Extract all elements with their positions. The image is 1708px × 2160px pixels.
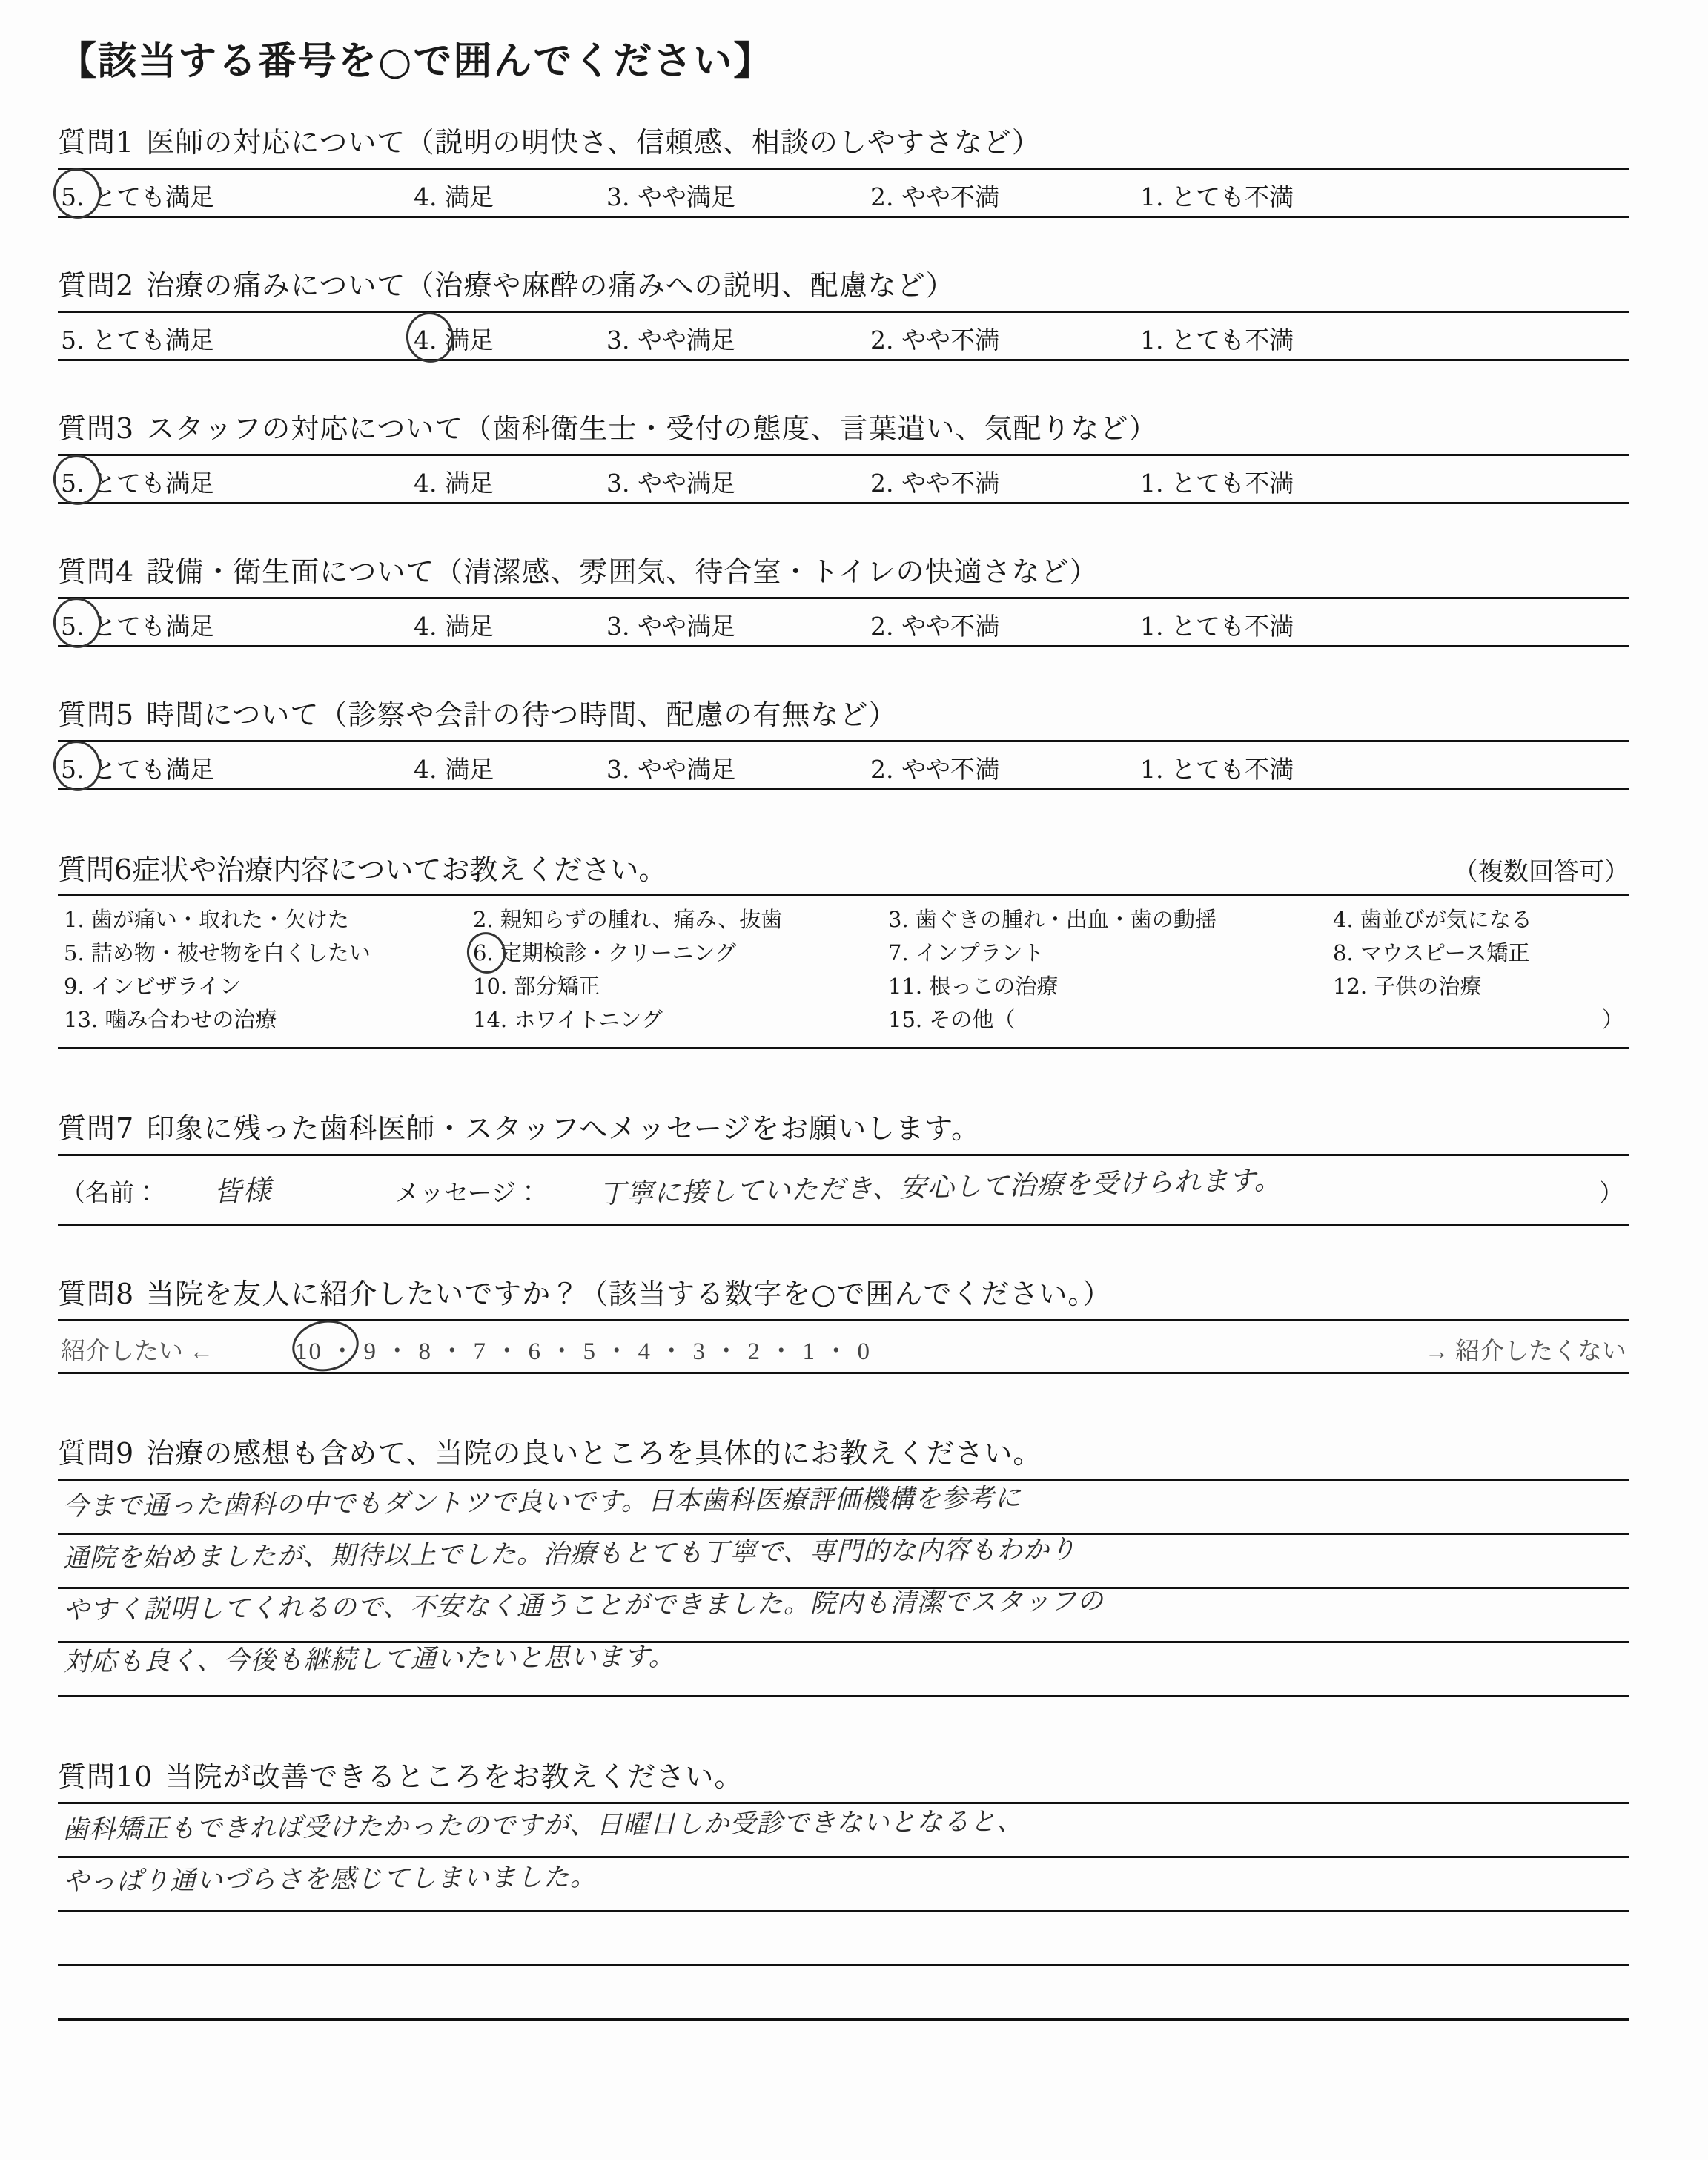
question-8-title bbox=[58, 1271, 1629, 1312]
handwriting-line: 歯科矯正もできれば受けたかったのですが、日曜日しか受診できないとなると、 bbox=[62, 1806, 1024, 1845]
question-7-label: 質問7 bbox=[58, 1112, 135, 1145]
handwriting-line: 対応も良く、今後も継続して通いたいと思います。 bbox=[63, 1642, 675, 1677]
q6-option-8[interactable]: 8. マウスピース矯正 bbox=[1333, 939, 1530, 965]
question-block-8 bbox=[58, 1271, 1629, 1374]
question-block-9 bbox=[58, 1430, 1629, 1697]
question-block-4 bbox=[58, 549, 1629, 647]
q2-option-1[interactable]: 1. とても不満 bbox=[1140, 326, 1294, 354]
question-3-label: 質問3 bbox=[58, 412, 135, 445]
question-3-scale[interactable] bbox=[58, 454, 1629, 504]
question-6-options[interactable] bbox=[58, 894, 1629, 1049]
survey-sheet bbox=[58, 30, 1629, 2043]
q4-option-5[interactable]: 5. とても満足 bbox=[61, 612, 214, 641]
question-6-header bbox=[58, 847, 1629, 888]
q6-option-3[interactable]: 3. 歯ぐきの腫れ・出血・歯の動揺 bbox=[888, 907, 1217, 932]
q8-selected-circle-mark bbox=[288, 1315, 363, 1376]
q1-option-5[interactable]: 5. とても満足 bbox=[61, 182, 214, 211]
question-3-text: スタッフの対応について（歯科衛生士・受付の態度、言葉遣い、気配りなど） bbox=[146, 412, 1158, 445]
handwriting-line: やっぱり通いづらさを感じてしまいました。 bbox=[62, 1862, 598, 1897]
question-5-scale[interactable] bbox=[58, 740, 1629, 790]
question-9-label: 質問9 bbox=[58, 1436, 135, 1470]
q5-option-4[interactable]: 4. 満足 bbox=[414, 755, 494, 784]
q7-close-paren: ） bbox=[1599, 1178, 1623, 1207]
q6-option-5[interactable]: 5. 詰め物・被せ物を白くしたい bbox=[64, 939, 371, 965]
q6-option-12[interactable]: 12. 子供の治療 bbox=[1333, 973, 1482, 999]
q8-left-label: 紹介したい ← bbox=[61, 1338, 214, 1365]
question-2-label: 質問2 bbox=[58, 269, 135, 302]
question-7-title bbox=[58, 1106, 1629, 1146]
q3-option-5[interactable]: 5. とても満足 bbox=[61, 469, 214, 498]
q7-message-label: メッセージ： bbox=[395, 1178, 541, 1207]
q6-option-13[interactable]: 13. 噛み合わせの治療 bbox=[64, 1006, 277, 1032]
question-4-scale[interactable] bbox=[58, 597, 1629, 647]
question-8-label: 質問8 bbox=[58, 1277, 135, 1310]
question-9-title bbox=[58, 1430, 1629, 1471]
question-4-title bbox=[58, 549, 1629, 589]
q5-option-3[interactable]: 3. やや満足 bbox=[606, 755, 735, 784]
q1-option-3[interactable]: 3. やや満足 bbox=[606, 182, 735, 211]
q4-option-1[interactable]: 1. とても不満 bbox=[1140, 612, 1294, 641]
question-9-handwriting bbox=[62, 1467, 1621, 1688]
q5-option-1[interactable]: 1. とても不満 bbox=[1140, 755, 1294, 784]
question-7-text: 印象に残った歯科医師・スタッフへメッセージをお願いします。 bbox=[146, 1112, 981, 1145]
question-9-answer-area[interactable] bbox=[58, 1479, 1629, 1697]
question-4-label: 質問4 bbox=[58, 555, 135, 588]
q6-option-1[interactable]: 1. 歯が痛い・取れた・欠けた bbox=[64, 907, 349, 932]
question-6-text: 症状や治療内容についてお教えください。 bbox=[132, 853, 667, 886]
handwriting-line: 今まで通った歯科の中でもダントツで良いです。日本歯科医療評価機構を参考に bbox=[62, 1483, 1022, 1522]
question-block-6 bbox=[58, 847, 1629, 1049]
q2-option-2[interactable]: 2. やや不満 bbox=[870, 326, 999, 354]
q2-option-5[interactable]: 5. とても満足 bbox=[61, 326, 214, 354]
q6-option-10[interactable]: 10. 部分矯正 bbox=[473, 973, 600, 999]
question-2-title bbox=[58, 262, 1629, 303]
question-10-text: 当院が改善できるところをお教えください。 bbox=[165, 1760, 744, 1793]
q5-option-5[interactable]: 5. とても満足 bbox=[61, 755, 214, 784]
q6-option-row bbox=[58, 903, 1629, 937]
q8-right-label: → 紹介したくない bbox=[1424, 1338, 1626, 1365]
q1-option-2[interactable]: 2. やや不満 bbox=[870, 182, 999, 211]
question-10-label: 質問10 bbox=[58, 1760, 153, 1793]
q3-option-1[interactable]: 1. とても不満 bbox=[1140, 469, 1294, 498]
question-1-scale[interactable] bbox=[58, 168, 1629, 218]
question-4-text: 設備・衛生面について（清潔感、雰囲気、待合室・トイレの快適さなど） bbox=[146, 555, 1099, 588]
question-block-1 bbox=[58, 119, 1629, 218]
q6-option-14[interactable]: 14. ホワイトニング bbox=[473, 1006, 663, 1032]
q6-option-15-blank[interactable] bbox=[1333, 1003, 1622, 1037]
q7-name-handwriting: 皆様 bbox=[213, 1173, 272, 1209]
q6-option-row bbox=[58, 970, 1629, 1003]
question-6-title bbox=[58, 847, 666, 888]
q1-option-4[interactable]: 4. 満足 bbox=[414, 182, 494, 211]
question-1-label: 質問1 bbox=[58, 126, 135, 159]
q1-option-1[interactable]: 1. とても不満 bbox=[1140, 182, 1294, 211]
q3-option-2[interactable]: 2. やや不満 bbox=[870, 469, 999, 498]
question-6-label: 質問6 bbox=[58, 853, 133, 886]
q4-option-2[interactable]: 2. やや不満 bbox=[870, 612, 999, 641]
question-5-label: 質問5 bbox=[58, 698, 135, 731]
q6-option-row bbox=[58, 1003, 1629, 1037]
question-8-text: 当院を友人に紹介したいですか？（該当する数字を○で囲んでください。） bbox=[146, 1277, 1112, 1310]
question-3-title bbox=[58, 406, 1629, 446]
question-block-10 bbox=[58, 1754, 1629, 2021]
q6-option-9[interactable]: 9. インビザライン bbox=[64, 973, 242, 999]
q2-option-3[interactable]: 3. やや満足 bbox=[606, 326, 735, 354]
q7-name-label: （名前： bbox=[61, 1178, 159, 1207]
question-block-3 bbox=[58, 406, 1629, 504]
q3-option-4[interactable]: 4. 満足 bbox=[414, 469, 494, 498]
question-10-answer-area[interactable] bbox=[58, 1802, 1629, 2021]
question-8-scale[interactable] bbox=[58, 1319, 1629, 1374]
question-6-note: （複数回答可） bbox=[1453, 857, 1629, 887]
question-5-title bbox=[58, 692, 1629, 733]
question-1-title bbox=[58, 119, 1629, 160]
q6-option-7[interactable]: 7. インプラント bbox=[888, 939, 1045, 965]
question-1-text: 医師の対応について（説明の明快さ、信頼感、相談のしやすさなど） bbox=[146, 126, 1041, 159]
question-5-text: 時間について（診察や会計の待つ時間、配慮の有無など） bbox=[146, 698, 898, 731]
q6-option-2[interactable]: 2. 親知らずの腫れ、痛み、抜歯 bbox=[473, 907, 783, 932]
question-10-title bbox=[58, 1754, 1629, 1794]
q2-option-4[interactable]: 4. 満足 bbox=[414, 326, 494, 354]
question-2-scale[interactable] bbox=[58, 311, 1629, 361]
page-title: 【該当する番号を○で囲んでください】 bbox=[58, 39, 774, 84]
q4-option-4[interactable]: 4. 満足 bbox=[414, 612, 494, 641]
q6-other-close-paren: ） bbox=[1601, 1006, 1623, 1032]
q4-option-3[interactable]: 3. やや満足 bbox=[606, 612, 735, 641]
handwriting-line: 通院を始めましたが、期待以上でした。治療もとても丁寧で、専門的な内容もわかり bbox=[62, 1534, 1077, 1573]
q8-scale-numbers[interactable]: 10 ・ 9 ・ 8 ・ 7 ・ 6 ・ 5 ・ 4 ・ 3 ・ 2 ・ 1 ・ 0 bbox=[295, 1338, 871, 1365]
q6-option-15[interactable]: 15. その他（ bbox=[888, 1006, 1016, 1032]
question-block-7 bbox=[58, 1106, 1629, 1226]
q3-option-3[interactable]: 3. やや満足 bbox=[606, 469, 735, 498]
question-7-answer-line[interactable] bbox=[58, 1154, 1629, 1226]
question-9-text: 治療の感想も含めて、当院の良いところを具体的にお教えください。 bbox=[146, 1436, 1042, 1470]
rule-line bbox=[58, 1912, 1629, 1966]
q6-option-row bbox=[58, 937, 1629, 970]
q6-option-11[interactable]: 11. 根っこの治療 bbox=[888, 973, 1059, 999]
question-2-text: 治療の痛みについて（治療や麻酔の痛みへの説明、配慮など） bbox=[146, 269, 955, 302]
rule-line bbox=[58, 1966, 1629, 2021]
handwriting-line: やすく説明してくれるので、不安なく通うことができました。院内も清潔でスタッフの bbox=[63, 1586, 1104, 1625]
question-10-handwriting bbox=[62, 1790, 1620, 1907]
q6-option-4[interactable]: 4. 歯並びが気になる bbox=[1333, 907, 1532, 932]
question-block-2 bbox=[58, 262, 1629, 361]
q7-message-handwriting: 丁寧に接していただき、安心して治療を受けられます。 bbox=[598, 1165, 1282, 1210]
question-block-5 bbox=[58, 692, 1629, 790]
q5-option-2[interactable]: 2. やや不満 bbox=[870, 755, 999, 784]
q6-option-6[interactable]: 6. 定期検診・クリーニング bbox=[473, 939, 737, 965]
